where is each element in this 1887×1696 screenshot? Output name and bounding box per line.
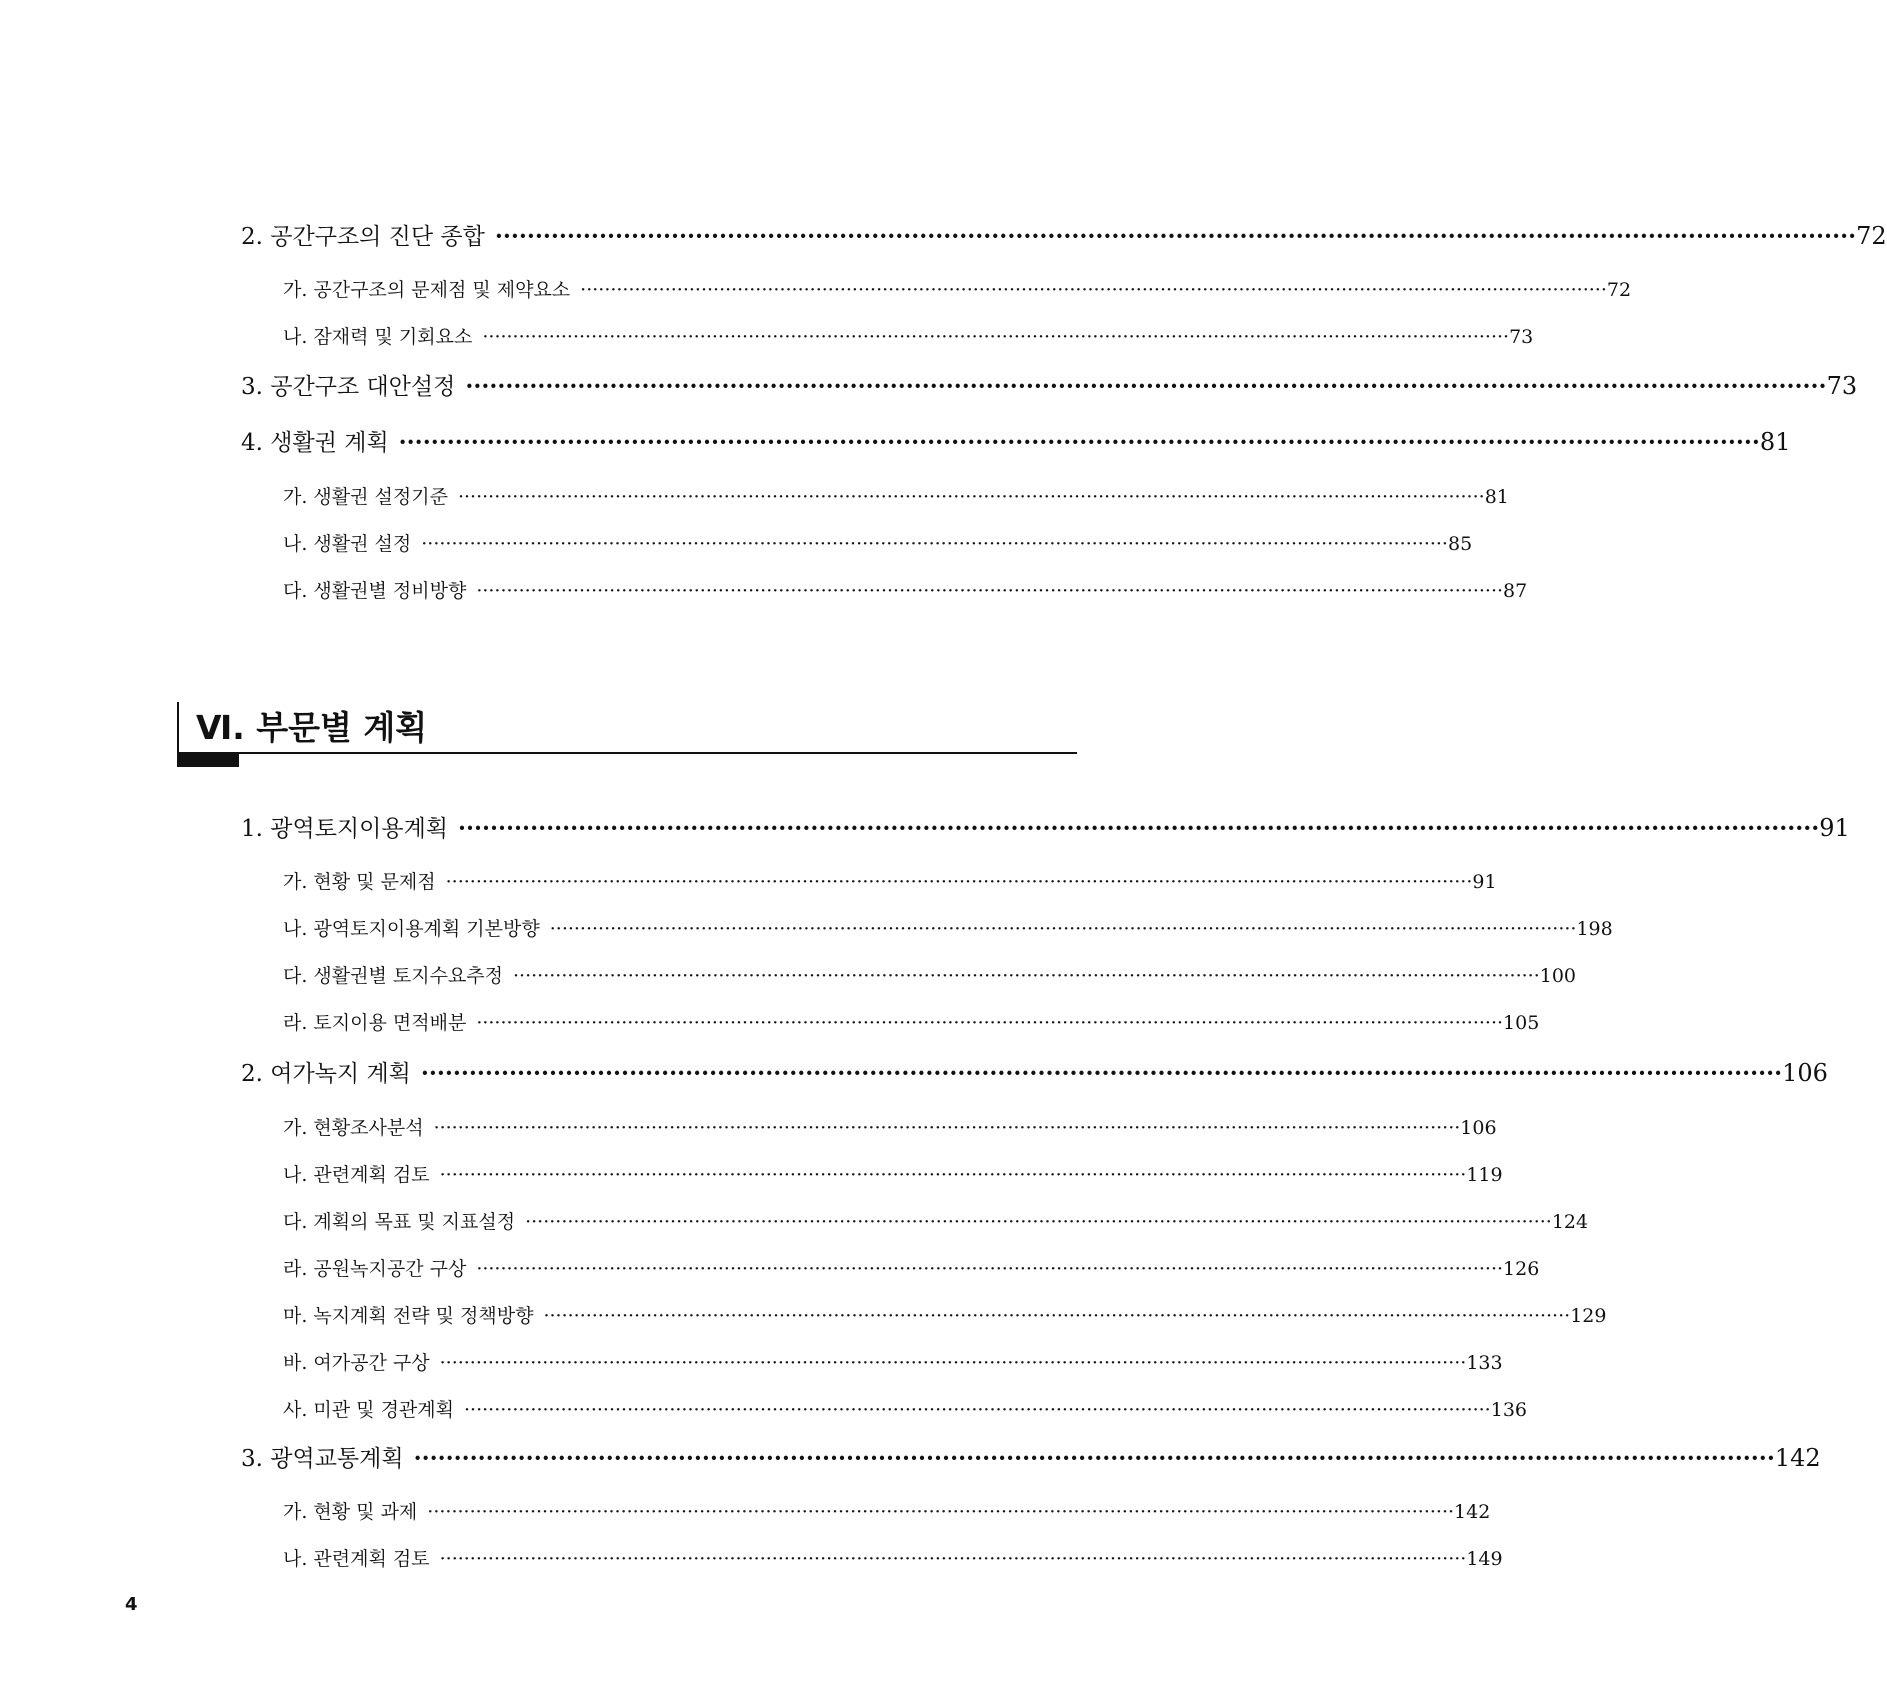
toc-leader-dots: ·········································································································································································· — [420, 1060, 1783, 1087]
toc-entry-label: 다. 생활권별 정비방향 — [283, 580, 467, 602]
toc-entry-subsection[interactable] — [283, 529, 1473, 556]
toc-entry-page: 142 — [1454, 1501, 1491, 1523]
toc-entry-page: 126 — [1503, 1258, 1540, 1280]
toc-entry-label: 가. 현황 및 문제점 — [283, 871, 436, 893]
toc-entry-label: 다. 계획의 목표 및 지표설정 — [283, 1211, 516, 1233]
toc-entry-subsection[interactable] — [283, 1544, 1503, 1571]
toc-entry-page: 87 — [1503, 580, 1528, 602]
toc-entry-page: 142 — [1774, 1444, 1821, 1472]
toc-leader-dots: ·········································································································································································· — [445, 871, 1473, 893]
toc-entry-label: 가. 현황조사분석 — [283, 1117, 424, 1139]
toc-entry-label: 나. 생활권 설정 — [283, 533, 412, 555]
toc-entry-subsection[interactable] — [283, 482, 1509, 509]
toc-entry-subsection[interactable] — [283, 1348, 1503, 1375]
toc-entry-page: 85 — [1447, 533, 1473, 555]
toc-entry-label: 가. 현황 및 과제 — [283, 1501, 418, 1523]
toc-entry-page: 105 — [1503, 1012, 1540, 1034]
toc-entry-section[interactable] — [241, 1440, 1821, 1473]
toc-leader-dots: ·········································································································································································· — [513, 965, 1540, 987]
toc-leader-dots: ·········································································································································································· — [476, 1258, 1504, 1280]
toc-entry-section[interactable] — [241, 424, 1791, 457]
toc-entry-label: 가. 공간구조의 문제점 및 제약요소 — [283, 279, 571, 301]
toc-entry-label: 나. 잠재력 및 기회요소 — [283, 326, 473, 348]
toc-entry-label: 1. 광역토지이용계획 — [241, 816, 448, 842]
toc-entry-label: 마. 녹지계획 전략 및 정책방향 — [283, 1305, 534, 1327]
toc-entry-page: 73 — [1509, 326, 1534, 348]
chapter-corner-block — [177, 753, 239, 767]
toc-entry-label: 2. 여가녹지 계획 — [241, 1061, 411, 1087]
toc-entry-label: 라. 토지이용 면적배분 — [283, 1012, 467, 1034]
toc-entry-page: 129 — [1570, 1305, 1607, 1327]
toc-entry-subsection[interactable] — [283, 1254, 1540, 1281]
toc-entry-subsection[interactable] — [283, 275, 1632, 302]
toc-entry-label: 다. 생활권별 토지수요추정 — [283, 965, 504, 987]
toc-entry-subsection[interactable] — [283, 867, 1497, 894]
toc-entry-page: 119 — [1466, 1164, 1503, 1186]
toc-leader-dots: ·········································································································································································· — [421, 533, 1448, 555]
toc-entry-label: 4. 생활권 계획 — [241, 430, 389, 456]
toc-entry-label: 3. 광역교통계획 — [241, 1446, 404, 1472]
toc-entry-subsection[interactable] — [283, 1301, 1607, 1328]
toc-entry-page: 100 — [1539, 965, 1577, 987]
toc-leader-dots: ·········································································································································································· — [525, 1211, 1552, 1233]
toc-entry-section[interactable] — [241, 1055, 1828, 1088]
toc-entry-page: 72 — [1856, 222, 1887, 250]
toc-leader-dots: ·········································································································································································· — [549, 918, 1577, 940]
toc-entry-page: 136 — [1490, 1399, 1527, 1421]
toc-leader-dots: ·········································································································································································· — [439, 1164, 1467, 1186]
chapter-title: Ⅵ. 부문별 계획 — [196, 708, 428, 747]
toc-leader-dots: ·········································································································································································· — [482, 326, 1510, 348]
toc-entry-label: 바. 여가공간 구상 — [283, 1352, 430, 1374]
toc-leader-dots: ·········································································································································································· — [476, 1012, 1504, 1034]
toc-entry-subsection[interactable] — [283, 961, 1577, 988]
page-number: 4 — [125, 1594, 138, 1615]
toc-leader-dots: ·········································································································································································· — [580, 279, 1607, 301]
toc-entry-label: 라. 공원녹지공간 구상 — [283, 1258, 467, 1280]
toc-entry-page: 198 — [1576, 918, 1613, 940]
toc-leader-dots: ·········································································································································································· — [427, 1501, 1455, 1523]
toc-entry-label: 나. 관련계획 검토 — [283, 1548, 430, 1570]
toc-leader-dots: ·········································································································································································· — [476, 580, 1504, 602]
toc-entry-section[interactable] — [241, 810, 1850, 843]
toc-entry-subsection[interactable] — [283, 1008, 1540, 1035]
toc-entry-subsection[interactable] — [283, 576, 1528, 603]
toc-entry-subsection[interactable] — [283, 914, 1613, 941]
toc-entry-section[interactable] — [241, 368, 1858, 401]
toc-entry-page: 106 — [1782, 1059, 1828, 1087]
toc-entry-page: 91 — [1472, 871, 1497, 893]
toc-leader-dots: ·········································································································································································· — [439, 1548, 1467, 1570]
toc-leader-dots: ·········································································································································································· — [464, 1399, 1491, 1421]
toc-entry-label: 가. 생활권 설정기준 — [283, 486, 448, 508]
toc-entry-page: 124 — [1551, 1211, 1589, 1233]
toc-entry-page: 133 — [1466, 1352, 1503, 1374]
toc-entry-page: 81 — [1484, 486, 1509, 508]
toc-entry-page: 91 — [1819, 814, 1850, 842]
toc-entry-label: 사. 미관 및 경관계획 — [283, 1399, 454, 1421]
chapter-heading-bar — [177, 702, 179, 752]
toc-leader-dots: ·········································································································································································· — [457, 486, 1485, 508]
toc-leader-dots: ·········································································································································································· — [494, 223, 1857, 250]
toc-entry-subsection[interactable] — [283, 322, 1534, 349]
toc-entry-page: 73 — [1826, 372, 1858, 400]
toc-entry-page: 72 — [1606, 279, 1632, 301]
toc-entry-page: 81 — [1759, 428, 1791, 456]
toc-leader-dots: ·········································································································································································· — [398, 429, 1760, 456]
toc-entry-label: 나. 관련계획 검토 — [283, 1164, 430, 1186]
toc-entry-subsection[interactable] — [283, 1207, 1589, 1234]
toc-entry-label: 나. 광역토지이용계획 기본방향 — [283, 918, 540, 940]
toc-entry-subsection[interactable] — [283, 1395, 1527, 1422]
toc-leader-dots: ·········································································································································································· — [439, 1352, 1467, 1374]
toc-entry-label: 2. 공간구조의 진단 종합 — [241, 224, 485, 250]
toc-entry-subsection[interactable] — [283, 1497, 1491, 1524]
toc-leader-dots: ·········································································································································································· — [543, 1305, 1571, 1327]
toc-entry-subsection[interactable] — [283, 1160, 1503, 1187]
toc-entry-section[interactable] — [241, 218, 1887, 251]
toc-leader-dots: ·········································································································································································· — [458, 815, 1820, 842]
toc-entry-page: 106 — [1460, 1117, 1497, 1139]
toc-leader-dots: ·········································································································································································· — [413, 1445, 1775, 1472]
toc-leader-dots: ·········································································································································································· — [465, 373, 1827, 400]
chapter-underline — [177, 752, 1077, 754]
toc-entry-label: 3. 공간구조 대안설정 — [241, 374, 456, 400]
toc-entry-page: 149 — [1466, 1548, 1503, 1570]
toc-leader-dots: ·········································································································································································· — [433, 1117, 1461, 1139]
toc-entry-subsection[interactable] — [283, 1113, 1497, 1140]
